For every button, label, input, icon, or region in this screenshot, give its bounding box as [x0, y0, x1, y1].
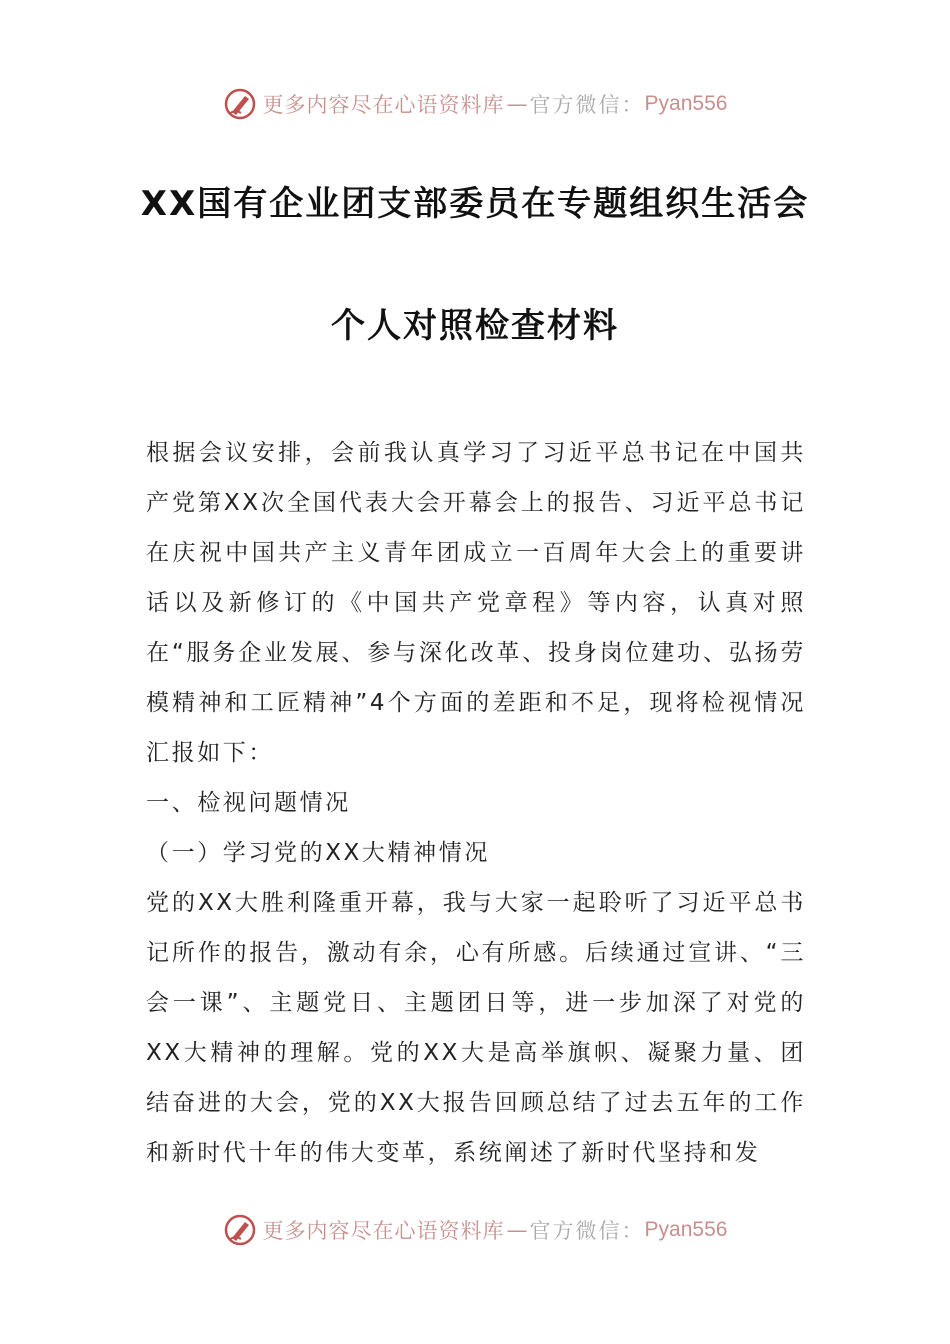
document-body	[146, 428, 806, 1178]
section-heading: 一、检视问题情况	[146, 790, 351, 816]
watermark-wechat-label: 官方微信：	[529, 1219, 645, 1243]
pen-logo-icon	[223, 1213, 257, 1247]
watermark-wechat-id: Pyan556	[644, 92, 728, 115]
watermark-dash: —	[506, 92, 528, 116]
watermark-wechat-id: Pyan556	[644, 1218, 728, 1241]
watermark-banner-bottom	[0, 1210, 950, 1250]
watermark-site-text: 更多内容尽在心语资料库	[262, 1219, 505, 1243]
subsection-heading: （一）学习党的XX大精神情况	[146, 840, 490, 866]
watermark-site-text: 更多内容尽在心语资料库	[262, 93, 505, 117]
document-title-line1: XX国有企业团支部委员在专题组织生活会	[140, 184, 810, 224]
pen-logo-icon	[223, 87, 257, 121]
intro-paragraph: 根据会议安排，会前我认真学习了习近平总书记在中国共产党第XX次全国代表大会开幕会上的报告、习近平总书记在庆祝中国共产主义青年团成立一百周年大会上的重要讲话以及新修订的《中国共产党章程》等内容，认真对照在“服务企业发展、参与深化改革、投身岗位建功、弘扬劳模精神和工匠精神”4个方面的差距和不足，现将检视情况汇报如下：	[146, 440, 806, 766]
watermark-wechat-label: 官方微信：	[529, 93, 645, 117]
subsection-paragraph: 党的XX大胜利隆重开幕，我与大家一起聆听了习近平总书记所作的报告，激动有余，心有所感。后续通过宣讲、“三会一课”、主题党日、主题团日等，进一步加深了对党的XX大精神的理解。党的XX大是高举旗帜、凝聚力量、团结奋进的大会，党的XX大报告回顾总结了过去五年的工作和新时代十年的伟大变革，系统阐述了新时代坚持和发	[146, 890, 806, 1166]
watermark-dash: —	[506, 1218, 528, 1242]
document-title-line2: 个人对照检查材料	[331, 306, 619, 346]
watermark-banner-top	[0, 84, 950, 124]
